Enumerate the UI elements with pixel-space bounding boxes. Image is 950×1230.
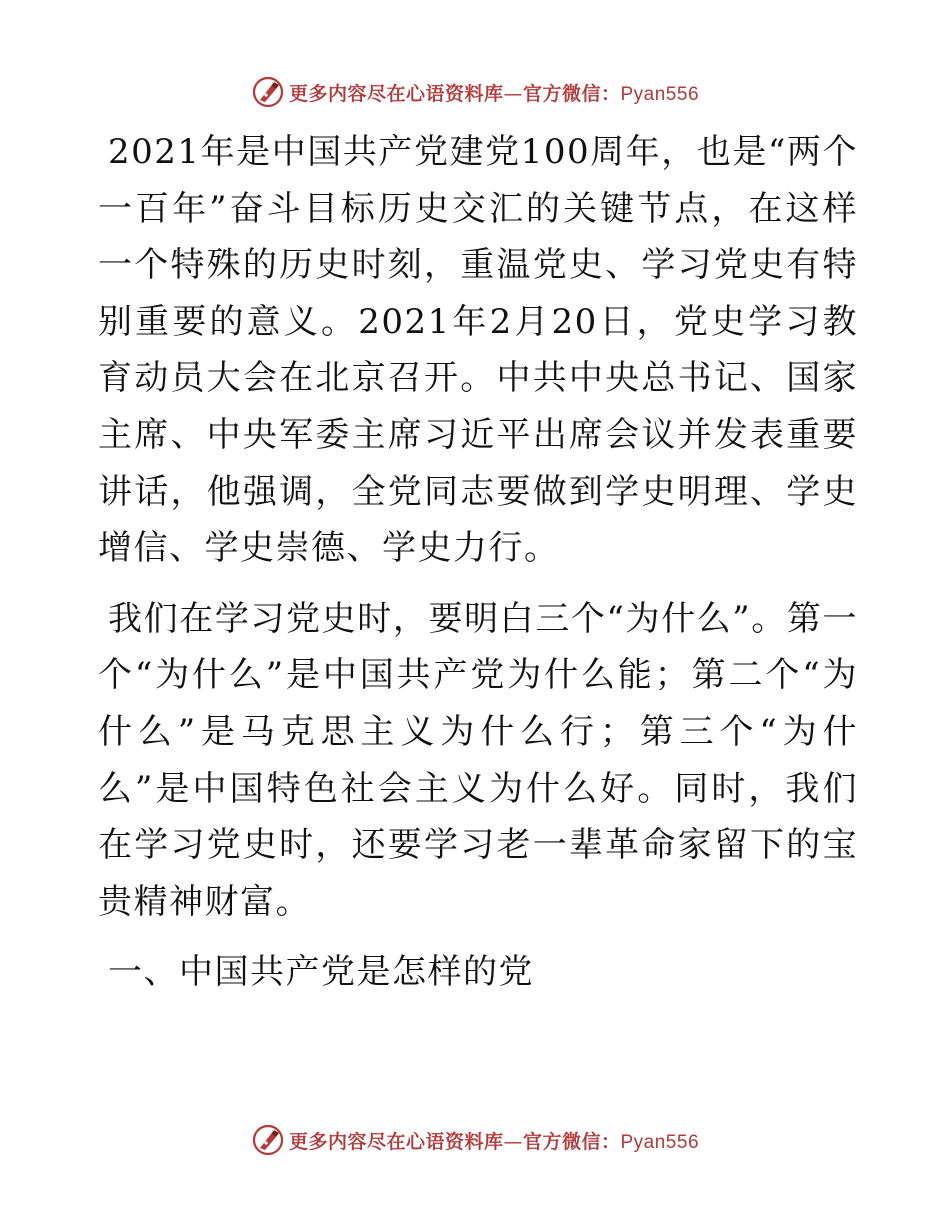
banner-text [289, 1127, 699, 1154]
header-banner [0, 72, 950, 112]
footer-banner [0, 1120, 950, 1160]
banner-separator: — [503, 1130, 523, 1153]
document-body [98, 124, 858, 1001]
banner-separator: — [503, 82, 523, 105]
banner-site-name: 更多内容尽在心语资料库 [288, 1130, 504, 1153]
section-heading: 一、中国共产党是怎样的党 [108, 952, 534, 993]
banner-wechat-id: Pyan556 [620, 83, 700, 105]
paragraph-1: 2021年是中国共产党建党100周年，也是“两个一百年”奋斗目标历史交汇的关键节点，在这样一个特殊的历史时刻，重温党史、学习党史有特别重要的意义。2021年2月20日，党史学习教育动员大会在北京召开。中共中央总书记、国家主席、中央军委主席习近平出席会议并发表重要讲话，他强调，全党同志要做到学史明理、学史增信、学史崇德、学史力行。 [98, 132, 858, 569]
banner-wechat-id: Pyan556 [620, 1131, 700, 1153]
pen-nib-logo-icon [251, 75, 285, 109]
pen-nib-logo-icon [251, 1123, 285, 1157]
banner-site-name: 更多内容尽在心语资料库 [288, 82, 504, 105]
banner-text [289, 79, 699, 106]
paragraph-2: 我们在学习党史时，要明白三个“为什么”。第一个“为什么”是中国共产党为什么能；第二个“为什么”是马克思主义为什么行；第三个“为什么”是中国特色社会主义为什么好。同时，我们在学习党史时，还要学习老一辈革命家留下的宝贵精神财富。 [98, 598, 858, 922]
banner-wechat-label: 官方微信： [522, 1130, 621, 1153]
banner-wechat-label: 官方微信： [522, 82, 621, 105]
